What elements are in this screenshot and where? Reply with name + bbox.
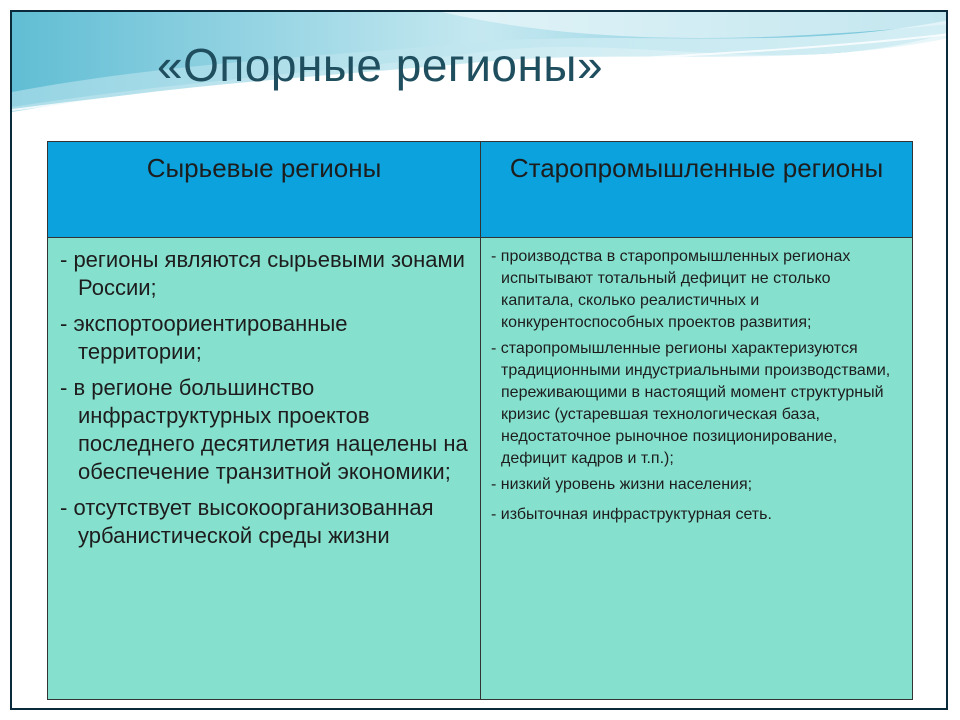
raw-materials-cell <box>48 238 481 700</box>
header-raw-materials <box>48 142 481 238</box>
old-industrial-list <box>481 238 912 526</box>
old-industrial-cell <box>481 238 913 700</box>
list-item: - избыточная инфраструктурная сеть. <box>491 506 772 523</box>
list-item: - производства в старопромышленных регионах испытывают тотальный дефицит не столько капитала, сколько реалистичных и конкурентоспособных проектов развития; <box>491 248 851 331</box>
header-row <box>48 142 913 238</box>
list-item: - экспортоориентированные территории; <box>60 311 348 364</box>
list-item: - регионы являются сырьевыми зонами России; <box>60 247 465 300</box>
slide <box>10 10 948 710</box>
header-label: Старопромышленные регионы <box>509 153 884 183</box>
list-item: - низкий уровень жизни населения; <box>491 476 753 493</box>
header-old-industrial <box>481 142 913 238</box>
list-item: - старопромышленные регионы характеризуются традиционными индустриальными производствами, переживающими в настоящий момент структурный кризис (устаревшая технологическая база, недостаточное рыночное позиционирование, дефицит кадров и т.п.); <box>491 340 891 467</box>
list-item: - в регионе большинство инфраструктурных проектов последнего десятилетия нацелены на обеспечение транзитной экономики; <box>60 375 468 484</box>
slide-title: «Опорные регионы» <box>157 39 604 91</box>
header-label: Сырьевые регионы <box>146 153 382 183</box>
list-item: - отсутствует высокоорганизованная урбанистической среды жизни <box>60 495 434 548</box>
regions-table <box>47 141 913 700</box>
content-row <box>48 238 913 700</box>
raw-materials-list <box>48 238 480 550</box>
